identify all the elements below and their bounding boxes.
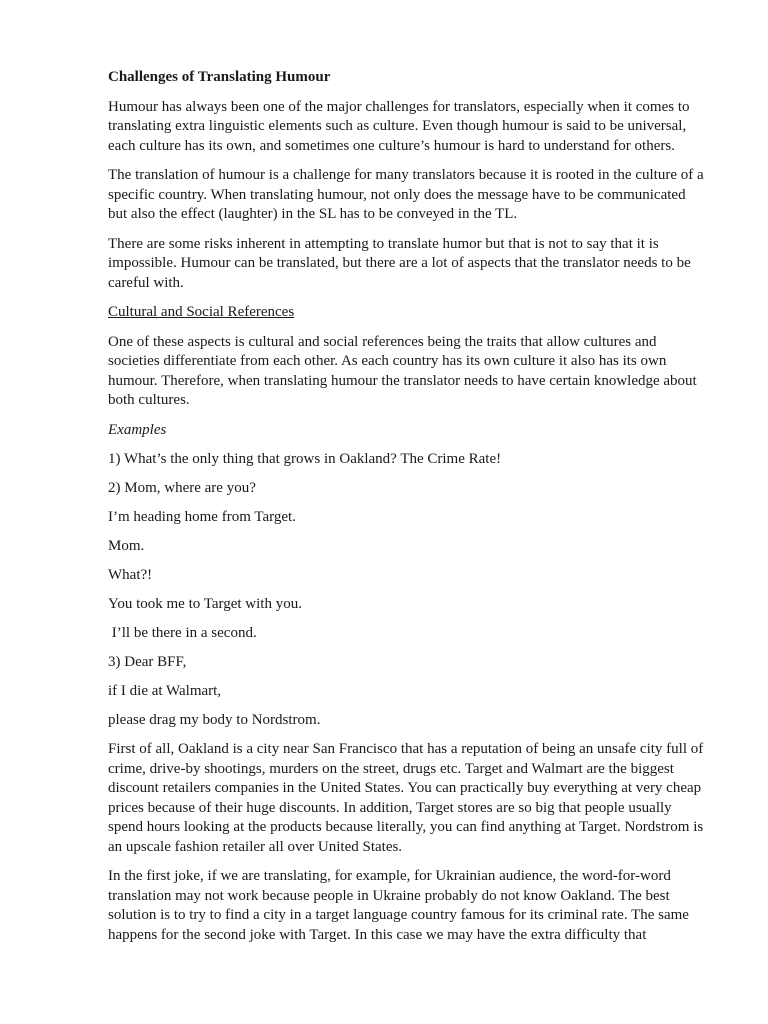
paragraph-cultural-references: One of these aspects is cultural and social references being the traits that allow cultures and societies differentiate from each other. As each country has its own culture it also has its own humour. Therefore, when translating humour the translator needs to have certain knowledge about both cultures. xyxy=(108,333,697,408)
joke-line: please drag my body to Nordstrom. xyxy=(108,712,321,728)
paragraph-explanation: First of all, Oakland is a city near San Francisco that has a reputation of being an unsafe city full of crime, drive-by shootings, murders on the street, drugs etc. Target and Walmart are the biggest discount retailers companies in the United States. You can practically buy everything at very cheap prices because of their huge discounts. In addition, Target stores are so big that people usually spend hours looking at the products because literally, you can find anything at Target. Nordstrom is an upscale fashion retailer all over United States. xyxy=(108,741,704,855)
joke-line: 1) What’s the only thing that grows in Oakland? The Crime Rate! xyxy=(108,451,502,467)
joke-line: What?! xyxy=(108,567,153,583)
joke-line: I’m heading home from Target. xyxy=(108,509,296,525)
joke-line: 2) Mom, where are you? xyxy=(108,480,256,496)
examples-label: Examples xyxy=(108,421,167,438)
joke-line: I’ll be there in a second. xyxy=(108,625,257,641)
joke-line: 3) Dear BFF, xyxy=(108,654,187,670)
document-page xyxy=(108,68,708,955)
paragraph-risks: There are some risks inherent in attempting to translate humor but that is not to say that it is impossible. Humour can be translated, but there are a lot of aspects that the translator needs to be careful with. xyxy=(108,235,691,291)
paragraph-intro: Humour has always been one of the major challenges for translators, especially when it comes to translating extra linguistic elements such as culture. Even though humour is said to be universal, each culture has its own, and sometimes one culture’s humour is hard to understand for others. xyxy=(108,98,690,154)
document-title: Challenges of Translating Humour xyxy=(108,69,331,85)
paragraph-first-joke-analysis: In the first joke, if we are translating, for example, for Ukrainian audience, the word-for-word translation may not work because people in Ukraine probably do not know Oakland. The best solution is to try to find a city in a target language country famous for its criminal rate. The same happens for the second joke with Target. In this case we may have the extra difficulty that xyxy=(108,868,689,943)
paragraph-translation-challenge: The translation of humour is a challenge for many translators because it is rooted in the culture of a specific country. When translating humour, not only does the message have to be communicated but also the effect (laughter) in the SL has to be conveyed in the TL. xyxy=(108,167,704,222)
joke-line: You took me to Target with you. xyxy=(108,596,302,612)
joke-line: if I die at Walmart, xyxy=(108,683,222,699)
section-heading: Cultural and Social References xyxy=(108,304,295,320)
joke-line: Mom. xyxy=(108,538,145,554)
